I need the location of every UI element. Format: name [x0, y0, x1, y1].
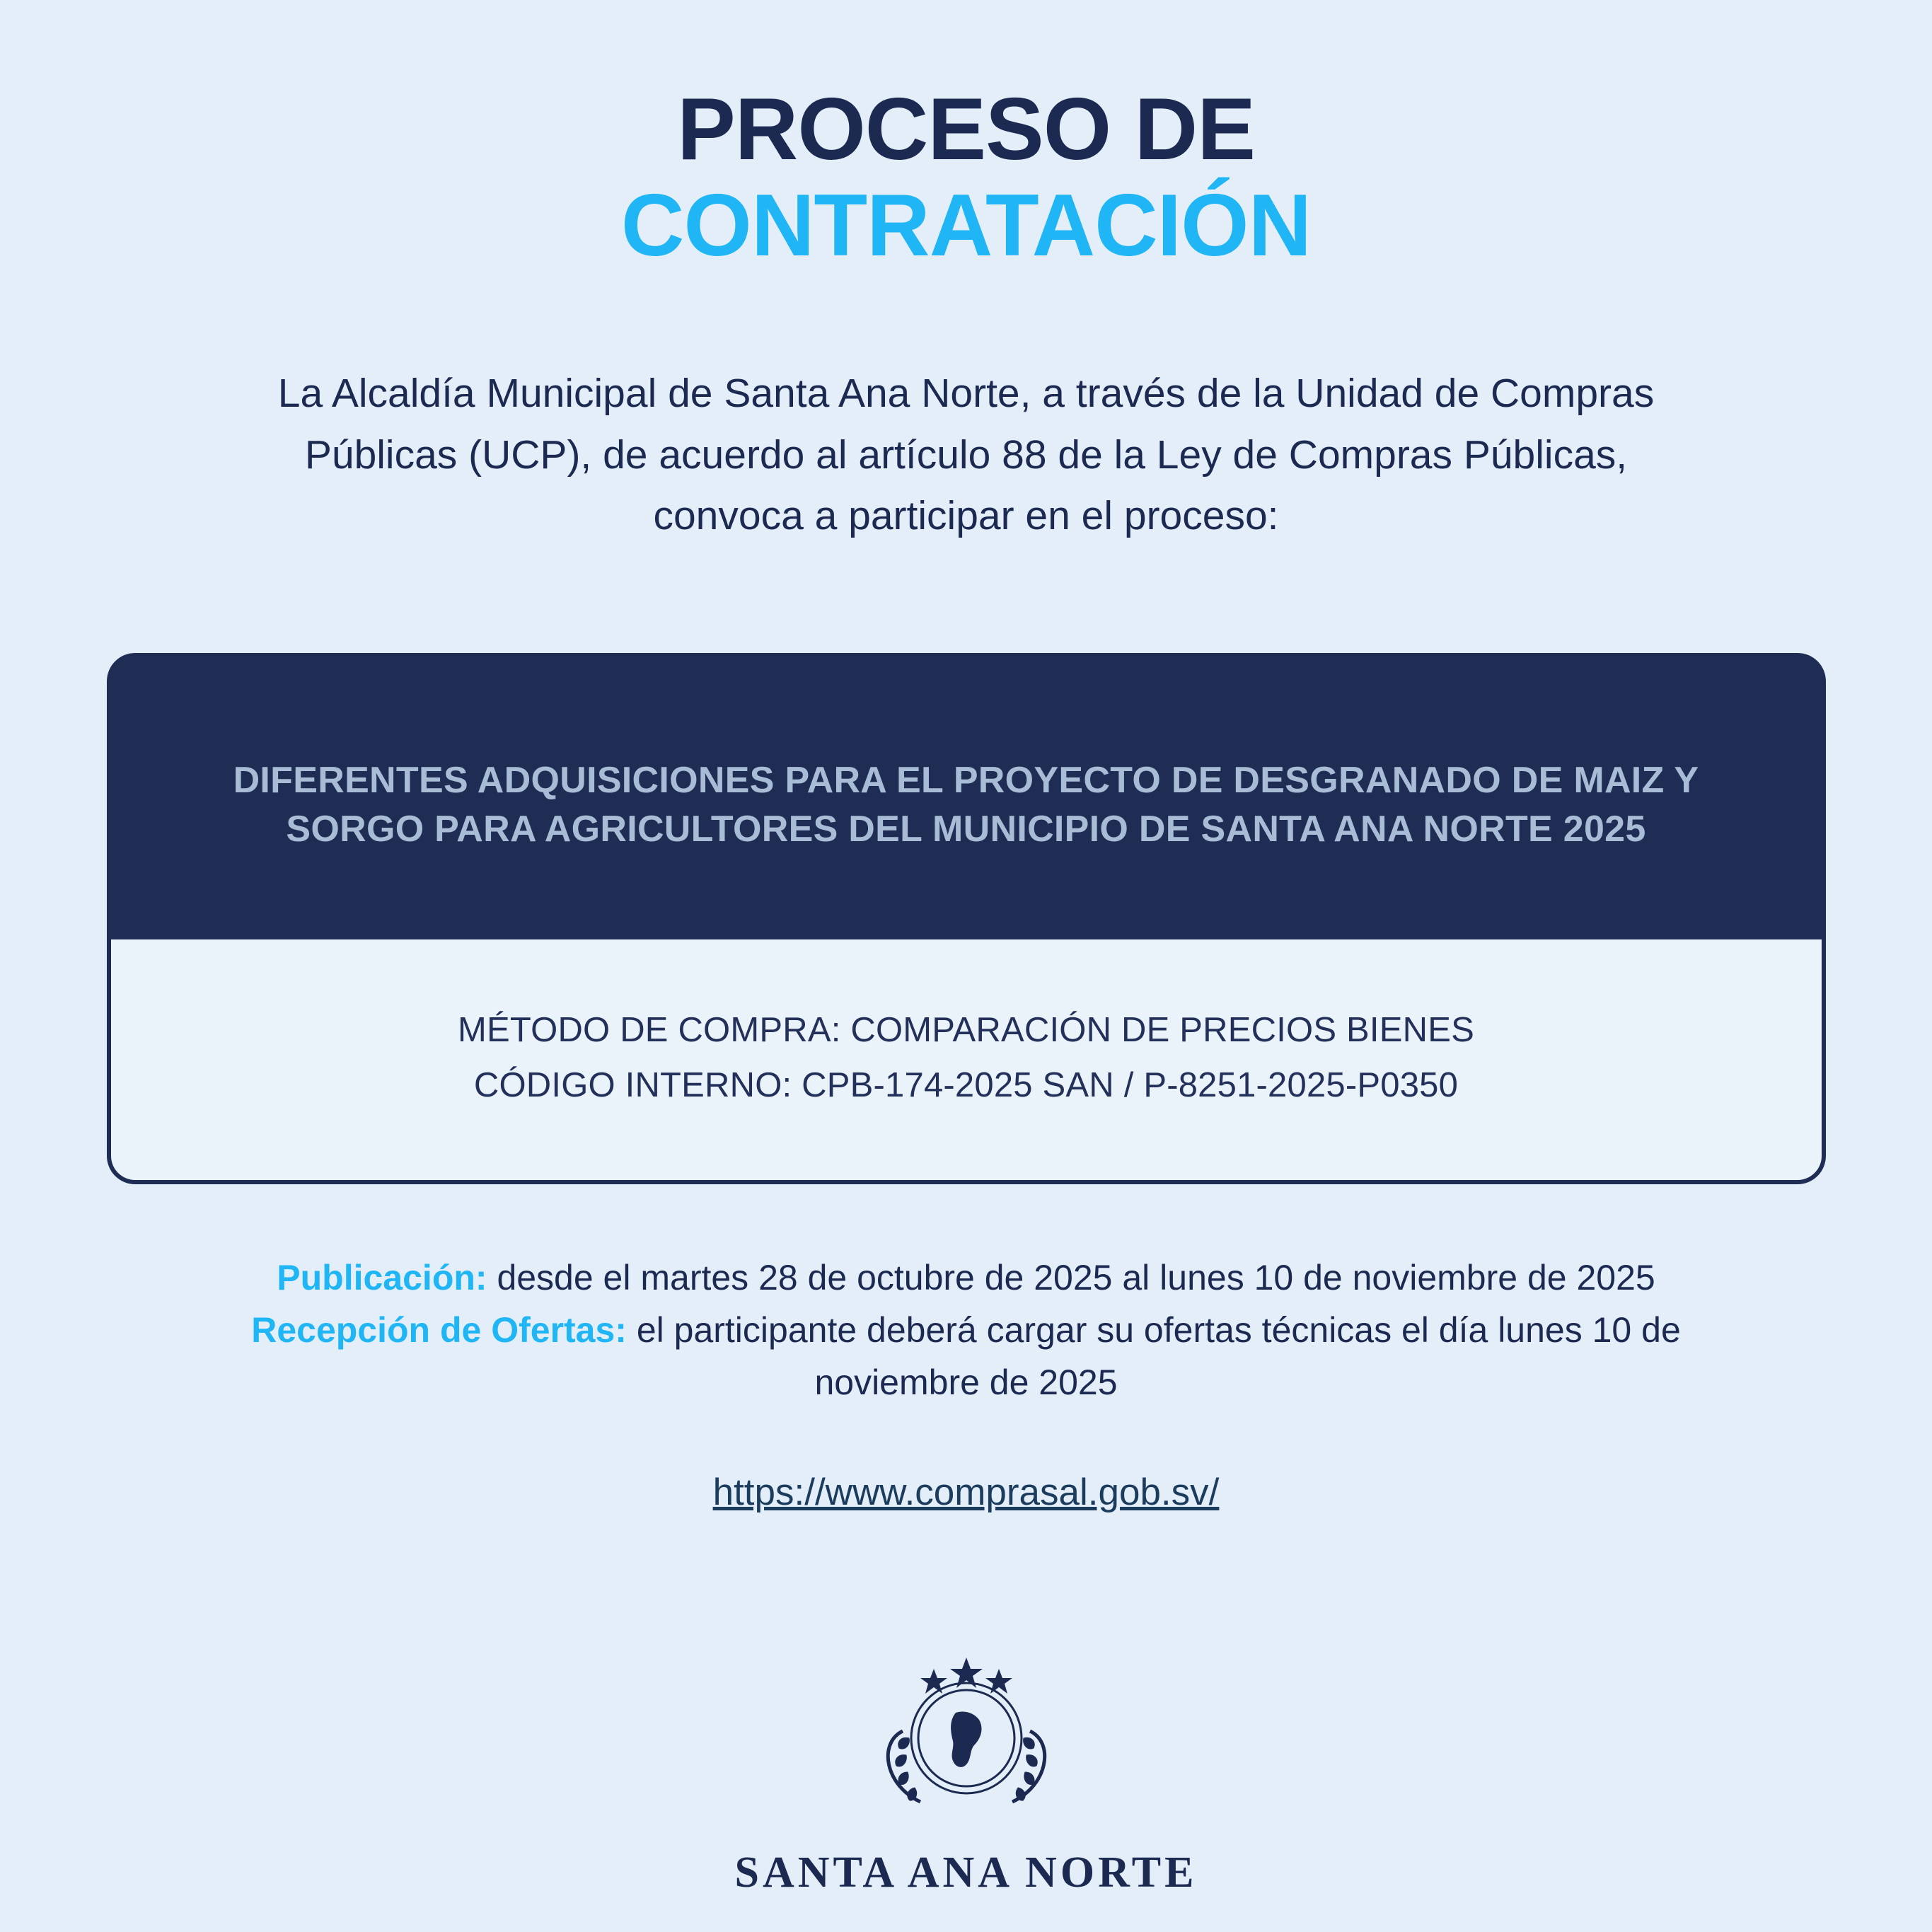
reception-label: Recepción de Ofertas:: [251, 1309, 627, 1350]
purchase-method-line: MÉTODO DE COMPRA: COMPARACIÓN DE PRECIOS BIENES: [458, 1011, 1474, 1050]
publication-value: desde el martes 28 de octubre de 2025 al lunes 10 de noviembre de 2025: [487, 1257, 1655, 1297]
intro-paragraph: La Alcaldía Municipal de Santa Ana Norte, a través de la Unidad de Compras Públicas (UCP), de acuerdo al artículo 88 de la Ley de Compras Públicas, convoca a participar en el proceso:: [277, 370, 1655, 539]
process-card-title: DIFERENTES ADQUISICIONES PARA EL PROYECTO DE DESGRANADO DE MAIZ Y SORGO PARA AGRICULTORES DEL MUNICIPIO DE SANTA ANA NORTE 2025: [233, 759, 1699, 850]
logo-name: SANTA ANA NORTE: [734, 1849, 1198, 1897]
title-line-secondary: CONTRATACIÓN: [620, 177, 1312, 275]
process-card: [107, 653, 1826, 1184]
publication-row: [195, 1251, 1737, 1304]
footer-logo: [0, 1648, 1932, 1898]
page-title: [0, 81, 1932, 275]
process-card-body: [111, 939, 1822, 1180]
reception-value: el participante deberá cargar su ofertas técnicas el día lunes 10 de noviembre de 2025: [626, 1309, 1681, 1402]
internal-code-line: CÓDIGO INTERNO: CPB-174-2025 SAN / P-8251-2025-P0350: [473, 1065, 1459, 1104]
comprasal-link[interactable]: https://www.comprasal.gob.sv/: [712, 1471, 1220, 1513]
reception-row: [195, 1304, 1737, 1408]
publication-label: Publicación:: [277, 1257, 487, 1297]
dates-block: [195, 1251, 1737, 1408]
title-line-primary: PROCESO DE: [677, 81, 1255, 178]
municipal-seal-icon: [835, 1648, 1097, 1835]
